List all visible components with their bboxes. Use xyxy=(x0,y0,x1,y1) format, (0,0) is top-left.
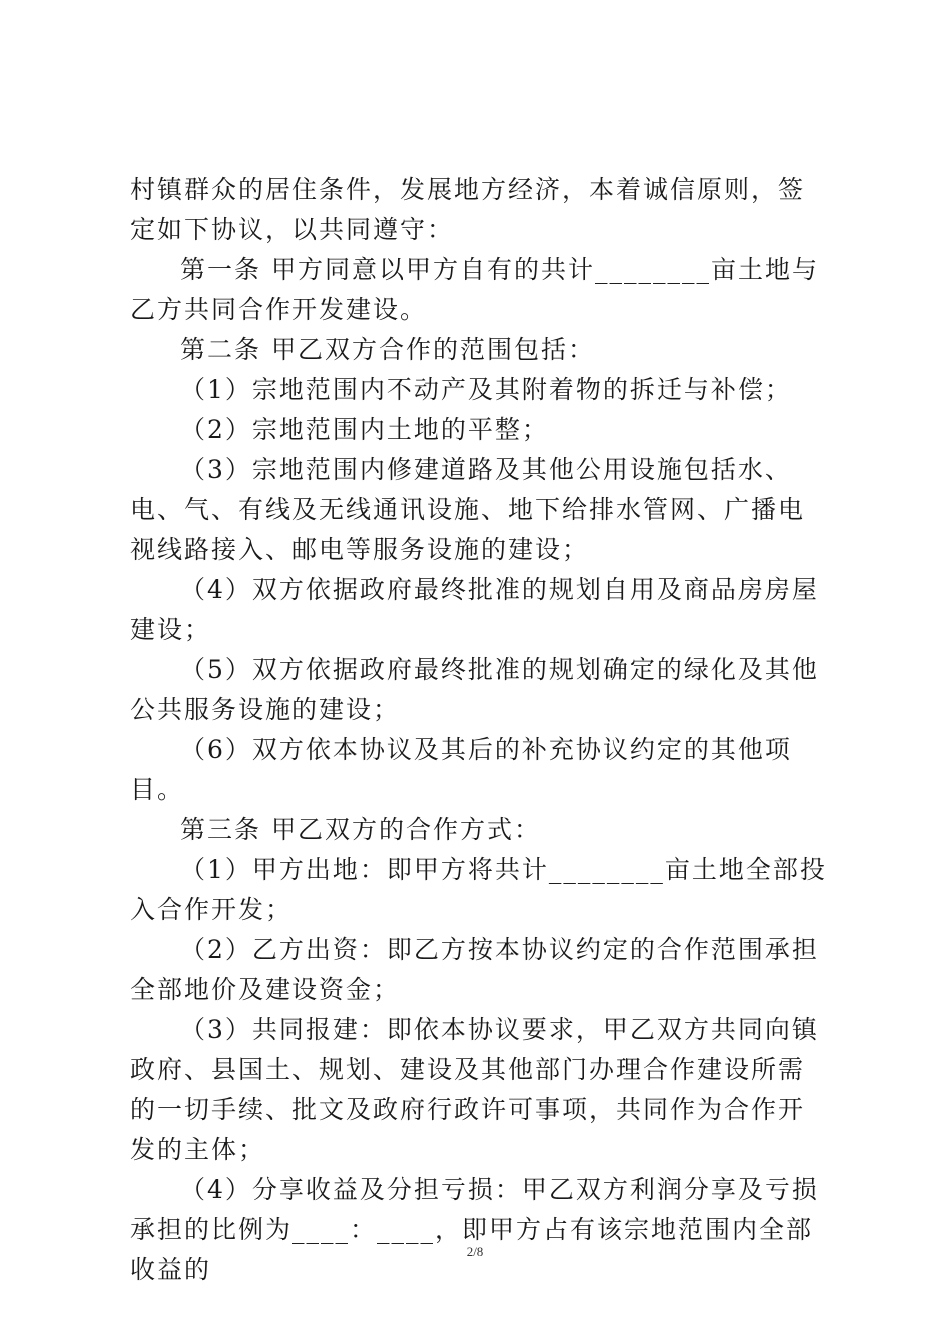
paragraph: （1）甲方出地：即甲方将共计________亩土地全部投入合作开发； xyxy=(130,855,827,924)
paragraph: 第二条 甲乙双方合作的范围包括： xyxy=(180,335,595,364)
document-body xyxy=(130,170,830,1290)
page-number: 2/8 xyxy=(466,1244,484,1259)
paragraph: （2）乙方出资：即乙方按本协议约定的合作范围承担全部地价及建设资金； xyxy=(130,935,819,1004)
paragraph: （2）宗地范围内土地的平整； xyxy=(180,415,549,444)
paragraph: 第三条 甲乙双方的合作方式： xyxy=(180,815,541,844)
paragraph: （3）共同报建：即依本协议要求，甲乙双方共同向镇政府、县国土、规划、建设及其他部门办理合作建设所需的一切手续、批文及政府行政许可事项，共同作为合作开发的主体； xyxy=(130,1015,819,1164)
paragraph: （1）宗地范围内不动产及其附着物的拆迁与补偿； xyxy=(180,375,792,404)
paragraph: （6）双方依本协议及其后的补充协议约定的其他项目。 xyxy=(130,735,792,804)
paragraph: 村镇群众的居住条件，发展地方经济，本着诚信原则，签定如下协议，以共同遵守： xyxy=(130,175,806,244)
paragraph: 第一条 甲方同意以甲方自有的共计________亩土地与乙方共同合作开发建设。 xyxy=(130,255,819,324)
paragraph: （3）宗地范围内修建道路及其他公用设施包括水、电、气、有线及无线通讯设施、地下给排水管网、广播电视线路接入、邮电等服务设施的建设； xyxy=(130,455,806,564)
paragraph: （4）双方依据政府最终批准的规划自用及商品房房屋建设； xyxy=(130,575,819,644)
paragraph: （4）分享收益及分担亏损：甲乙双方利润分享及亏损承担的比例为____：____，即甲方占有该宗地范围内全部收益的 xyxy=(130,1175,819,1284)
paragraph: （5）双方依据政府最终批准的规划确定的绿化及其他公共服务设施的建设； xyxy=(130,655,819,724)
